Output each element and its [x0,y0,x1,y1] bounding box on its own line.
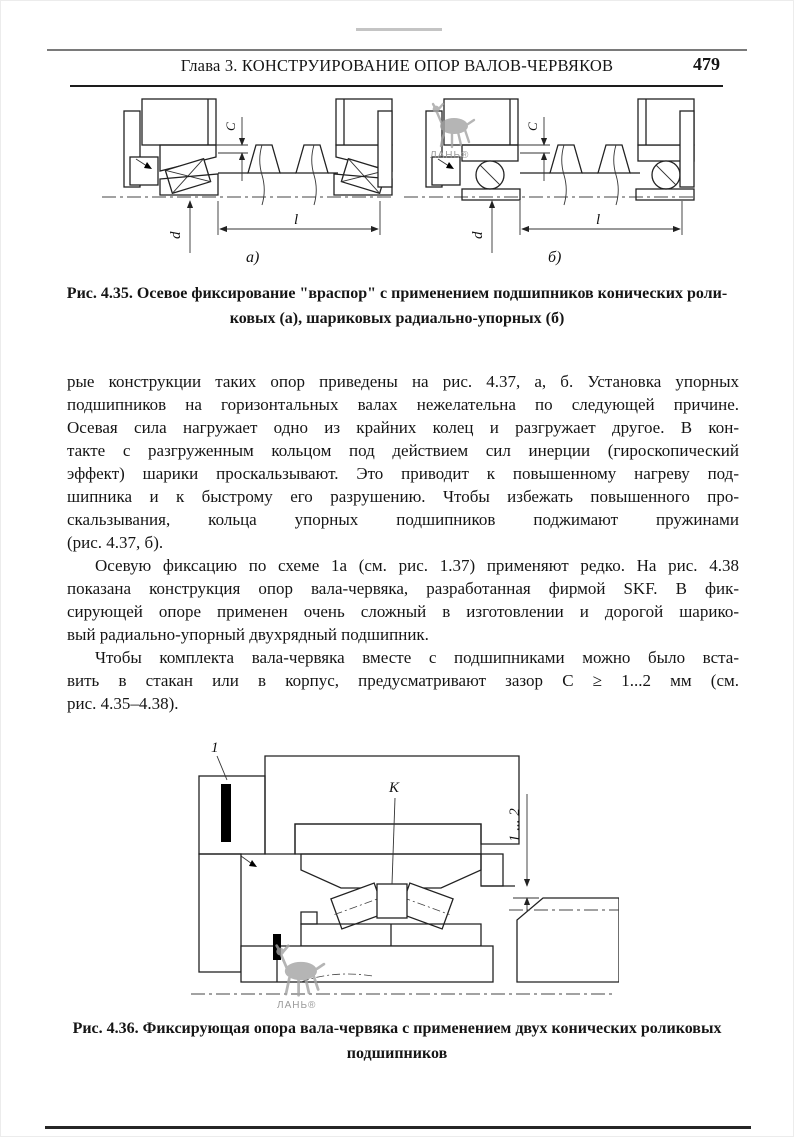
caption-fig-4-36 [57,1016,737,1066]
p1-line: рые конструкции таких опор приведены на рис. 4.37, а, б. Установка упорных [67,372,739,391]
page-number: 479 [693,54,720,74]
dim-d-label-b: d [470,231,486,239]
header-top-rule [47,49,747,51]
dim-l-label-b: l [596,212,601,228]
seal-ring [221,784,231,842]
p1-line: подшипников на горизонтальных валах нежелательна по следующей причине. [67,395,739,414]
dim-d-label-a: d [168,231,184,239]
p3-line: рис. 4.35–4.38). [67,694,179,713]
dim-l-label-a: l [294,212,299,228]
caption-4-35-line1: Рис. 4.35. Осевое фиксирование "враспор" с применением подшипников конических роли- [66,285,728,302]
k-label: К [389,780,399,796]
p2-line: сирующей опоре применен очень сложный в изготовлении и дорогой шарико- [67,602,739,621]
running-header: Глава 3. КОНСТРУИРОВАНИЕ ОПОР ВАЛОВ-ЧЕРВЯКОВ [180,56,614,75]
lan-watermark-text-2: ЛАНЬ® [277,1000,317,1011]
p1-line: (рис. 4.37, б). [67,533,164,552]
dim-c-label-a: C [223,122,238,131]
caption-fig-4-35 [57,281,737,331]
p3-line: Чтобы комплекта вала-червяка вместе с подшипниками можно было вста- [95,648,739,667]
p1-line: такте с разгруженным кольцом под действием сил инерции (гироскопический [67,441,739,460]
dim-c-label-b: C [525,122,540,131]
gap-dim-label: 1 ... 2 [507,808,523,842]
caption-4-36-line2: подшипников [346,1045,448,1062]
p2-line: вый радиально-упорный двухрядный подшипник. [67,625,429,644]
scan-micro-text [356,28,442,31]
sublabel-b: б) [548,249,562,266]
p1-line: Осевая сила нагружает одно из крайних колец и разгружает другое. В кон- [67,418,739,437]
part-1-label: 1 [211,740,219,756]
p3-line: вить в стакан или в корпус, предусматривают зазор С ≥ 1...2 мм (см. [67,671,739,690]
p1-line: шипника и к быстрому его разрушению. Чтобы избежать повышенного про- [67,487,739,506]
page-bottom-rule [45,1126,751,1129]
drawing-a-taper-bearings [102,99,394,266]
figure-4-35-drawing [98,95,698,267]
p2-line: Осевую фиксацию по схеме 1а (см. рис. 1.37) применяют редко. На рис. 4.38 [95,556,739,575]
figure-4-36-drawing [183,736,619,1014]
p2-line: показана конструкция опор вала-червяка, разработанная фирмой SKF. В фик- [67,579,739,598]
p1-line: скальзывания, кольца упорных подшипников поджимают пружинами [67,510,739,529]
caption-4-36-line1: Рис. 4.36. Фиксирующая опора вала-червяка с применением двух конических роликовых [72,1020,722,1037]
p1-line: эффект) шарики проскальзывают. Это приводит к повышенному нагреву под- [67,464,739,483]
lan-watermark-text-b: ЛАНЬ® [430,150,470,161]
header-bottom-rule [70,85,723,87]
body-text [67,370,739,715]
caption-4-35-line2: ковых (а), шариковых радиально-упорных (б) [229,310,565,327]
sublabel-a: а) [246,249,260,266]
